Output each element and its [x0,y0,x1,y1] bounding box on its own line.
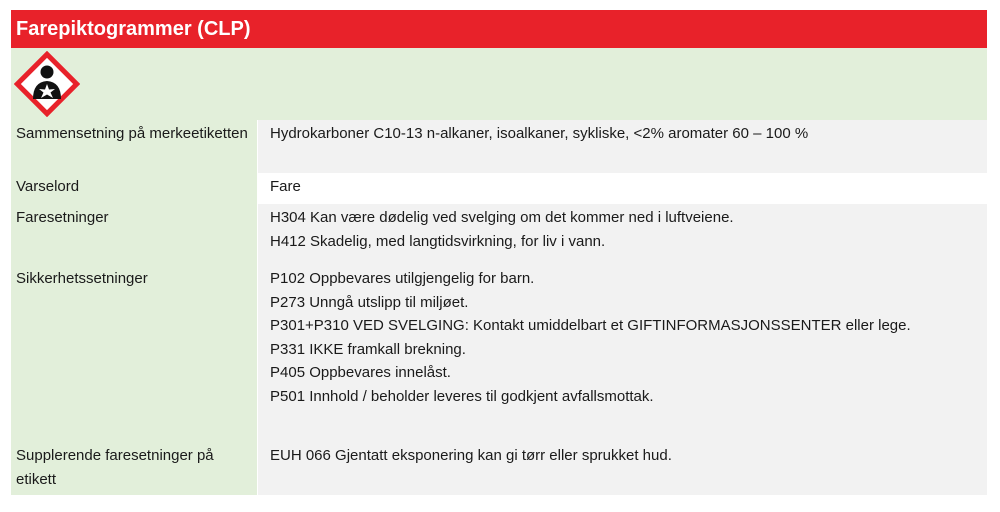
value-line: P501 Innhold / beholder leveres til godkjent avfallsmottak. [270,387,654,405]
row-value [258,442,987,495]
value-line: P405 Oppbevares innelåst. [270,364,451,381]
value-line: P331 IKKE framkall brekning. [270,340,466,358]
table-row [11,442,987,495]
row-label: Varselord [11,173,257,204]
table-row [11,173,987,204]
value-line: P102 Oppbevares utilgjengelig for barn. [270,270,535,287]
health-hazard-icon [14,51,80,117]
row-label: Sammensetning på merkeetiketten [11,120,257,173]
row-value [258,173,987,204]
table-row [11,265,987,442]
value-line: H412 Skadelig, med langtidsvirkning, for liv i vann. [270,232,606,250]
value-line: EUH 066 Gjentatt eksponering kan gi tørr eller sprukket hud. [270,447,672,464]
row-label: Sikkerhetssetninger [11,265,257,442]
table-row [11,204,987,265]
table-row [11,120,987,173]
row-value [258,265,987,442]
pictogram-row [11,48,987,120]
value-line: P273 Unngå utslipp til miljøet. [270,293,469,311]
value-line: Hydrokarboner C10-13 n-alkaner, isoalkaner, sykliske, <2% aromater 60 – 100 % [270,125,809,142]
row-value [258,204,987,265]
row-value [258,120,987,173]
row-label: Supplerende faresetninger på etikett [11,442,257,495]
clp-hazard-table [11,10,987,495]
value-line: H304 Kan være dødelig ved svelging om det kommer ned i luftveiene. [270,209,734,226]
value-line: P301+P310 VED SVELGING: Kontakt umiddelbart et GIFTINFORMASJONSSENTER eller lege. [270,317,911,334]
value-line: Fare [270,178,301,195]
row-label: Faresetninger [11,204,257,265]
section-header: Farepiktogrammer (CLP) [11,10,987,48]
